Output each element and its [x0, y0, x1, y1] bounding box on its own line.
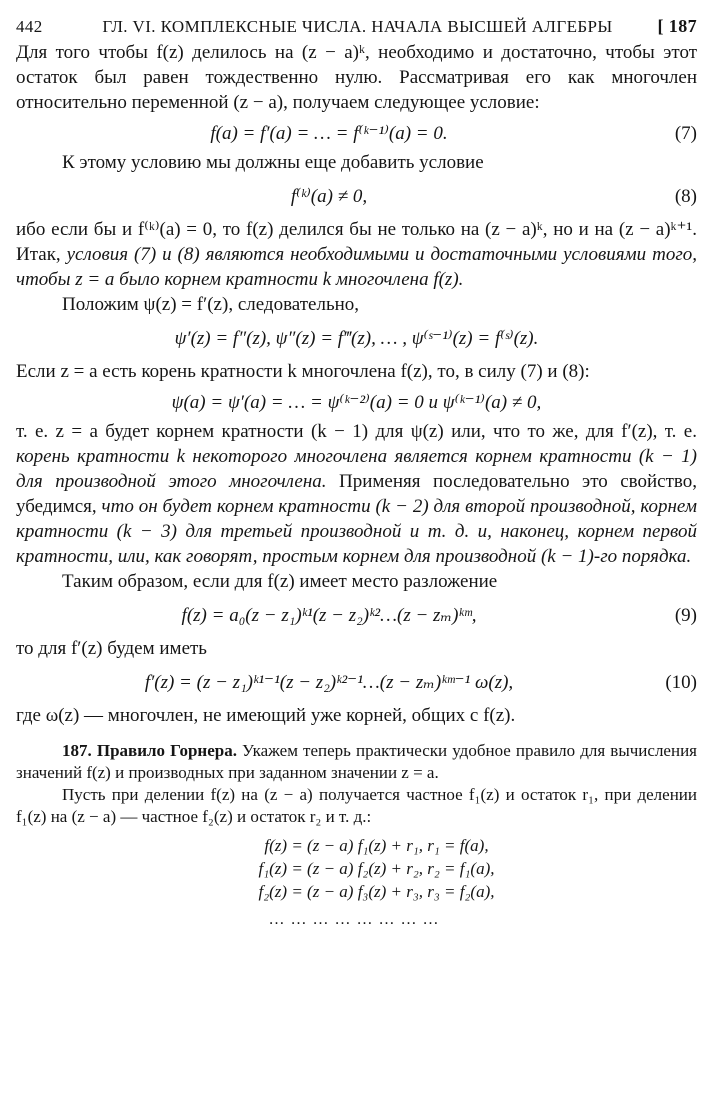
- paragraph-root-multiplicity: Если z = a есть корень кратности k многочлена f(z), то, в силу (7) и (8):: [16, 361, 590, 382]
- equation-7: [16, 115, 697, 150]
- equation-7-number: (7): [674, 123, 697, 144]
- page-number: 442: [16, 17, 43, 36]
- equation-psi-values: [16, 384, 697, 419]
- paragraph-divisibility: Для того чтобы f(z) делилось на (z − a)ᵏ, необходимо и достаточно, чтобы этот остаток был равен тождественно нулю. Рассматривая его как многочлен относительно переменной (z − a), получаем следующее условие:: [16, 42, 697, 113]
- section-horner: [16, 740, 697, 931]
- equation-psi-derivatives: [16, 317, 697, 359]
- equation-10: [16, 661, 697, 703]
- equation-9: [16, 594, 697, 636]
- conditions-theorem: условия (7) и (8) являются необходимыми и достаточными условиями того, чтобы z = a было корнем кратности k многочлена f(z).: [16, 244, 697, 290]
- section-horner-intro: [16, 740, 697, 784]
- horner-equation-1: f(z) = (z − a) f₁(z) + r₁, r₁ = f(a),: [264, 836, 489, 855]
- paragraph-derivative-roots: [16, 419, 697, 569]
- paragraph-conditions: [16, 217, 697, 292]
- derivative-roots-text-a: т. е. z = a будет корнем кратности (k − 1) для ψ(z) или, что то же, для f′(z), т. е.: [16, 421, 697, 442]
- paragraph-factorization: Таким образом, если для f(z) имеет место разложение: [62, 571, 498, 592]
- horner-equations: [16, 834, 697, 903]
- equation-10-number: (10): [665, 672, 697, 693]
- paragraph-derivative-form: то для f′(z) будем иметь: [16, 638, 207, 659]
- section-marker: [ 187: [657, 16, 697, 36]
- paragraph-add-condition: К этому условию мы должны еще добавить условие: [62, 152, 484, 173]
- equation-8: [16, 175, 697, 217]
- derivative-roots-text-c: Применяя последовательно это свойство, убедимся,: [16, 471, 698, 517]
- horner-equation-2: f₁(z) = (z − a) f₂(z) + r₂, r₂ = f₁(a),: [258, 859, 495, 878]
- equation-9-body: f(z) = a₀(z − z₁)ᵏ¹(z − z₂)ᵏ²…(z − zₘ)ᵏᵐ,: [181, 605, 477, 626]
- equation-psi-derivatives-body: ψ′(z) = f″(z), ψ″(z) = f‴(z), … , ψ⁽ˢ⁻¹⁾(z) = f⁽ˢ⁾(z).: [174, 328, 539, 349]
- horner-equation-3: f₂(z) = (z − a) f₃(z) + r₃, r₃ = f₂(a),: [258, 882, 495, 901]
- equation-8-number: (8): [674, 186, 697, 207]
- running-header: [16, 14, 697, 40]
- paragraph-omega: где ω(z) — многочлен, не имеющий уже корней, общих с f(z).: [16, 705, 516, 726]
- equation-10-body: f′(z) = (z − z₁)ᵏ¹⁻¹(z − z₂)ᵏ²⁻¹…(z − zₘ)ᵏᵐ⁻¹ ω(z),: [144, 672, 514, 693]
- conditions-text: ибо если бы и f⁽ᵏ⁾(a) = 0, то f(z) делился бы не только на (z − a)ᵏ, но и на (z − a)ᵏ⁺¹. Итак,: [16, 219, 697, 265]
- section-intro-text: Укажем теперь практически удобное правило для вычисления значений f(z) и производных при заданном значении z = a.: [16, 741, 697, 782]
- derivative-roots-theorem: корень кратности k некоторого многочлена является корнем кратности (k − 1) для производной этого многочлена.: [16, 446, 697, 492]
- running-title: ГЛ. VI. КОМПЛЕКСНЫЕ ЧИСЛА. НАЧАЛА ВЫСШЕЙ АЛГЕБРЫ: [102, 17, 613, 36]
- equation-8-body: f⁽ᵏ⁾(a) ≠ 0,: [290, 186, 368, 207]
- equation-9-number: (9): [674, 605, 697, 626]
- continuation-dots: ……………………: [268, 911, 445, 928]
- equation-psi-values-body: ψ(a) = ψ′(a) = … = ψ⁽ᵏ⁻²⁾(a) = 0 и ψ⁽ᵏ⁻¹⁾(a) ≠ 0,: [171, 392, 542, 413]
- paragraph-psi-definition: Положим ψ(z) = f′(z), следовательно,: [62, 294, 360, 315]
- section-title: 187. Правило Горнера.: [62, 741, 237, 760]
- equation-7-body: f(a) = f′(a) = … = f⁽ᵏ⁻¹⁾(a) = 0.: [210, 123, 448, 144]
- section-horner-division: Пусть при делении f(z) на (z − a) получается частное f₁(z) и остаток r₁, при делении f₁(z) на (z − a) — частное f₂(z) и остаток r₂ и т. д.:: [16, 785, 697, 826]
- derivative-roots-conclusion: что он будет корнем кратности (k − 2) для второй производной, корнем кратности (k − 3) для третьей производной и т. д. и, наконец, корнем первой кратности, или, как говорят, простым корнем для производной (k − 1)-го порядка.: [16, 496, 698, 567]
